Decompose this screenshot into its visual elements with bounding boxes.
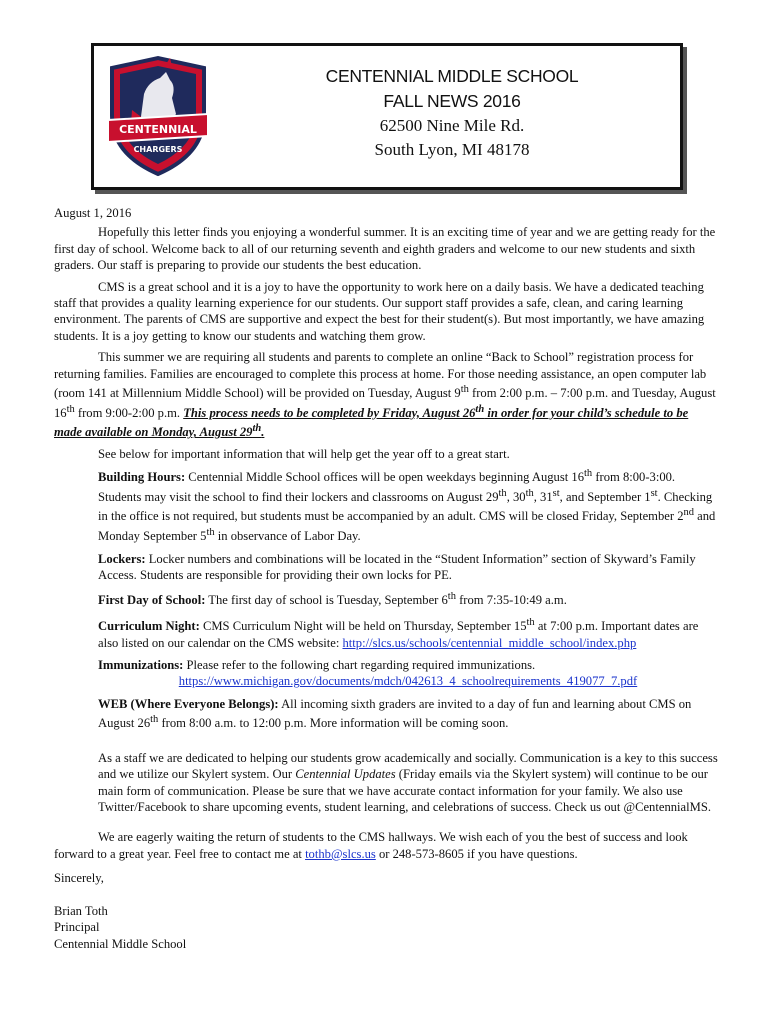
signature-block [54, 903, 718, 952]
signer-name: Brian Toth [54, 903, 108, 918]
logo-subtext: CHARGERS [133, 145, 183, 154]
address-line-2: South Lyon, MI 48178 [374, 140, 530, 159]
newsletter-header [91, 43, 683, 190]
item-web: WEB (Where Everyone Belongs): All incoming sixth graders are invited to a day of fun and learning about CMS on August 26th from 8:00 a.m. to 12:00 p.m. More information will be coming soon. [98, 696, 692, 731]
header-text [244, 64, 660, 162]
newsletter-title: FALL NEWS 2016 [383, 91, 521, 111]
school-name: CENTENNIAL MIDDLE SCHOOL [325, 66, 579, 86]
item-lockers: Lockers: Locker numbers and combinations will be located in the “Student Information” section of Skyward’s Family Access. Students are responsible for providing their own locks for PE. [98, 551, 696, 583]
item-curriculum-night: Curriculum Night: CMS Curriculum Night will be held on Thursday, September 15th at 7:00 p.m. Important dates are also listed on our calendar on the CMS website: http://slcs.us/schools/centennial_middle_school/index.php [98, 617, 699, 650]
info-intro: See below for important information that will help get the year off to a great start. [98, 446, 510, 461]
chargers-shield-logo [106, 54, 210, 178]
address-line-1: 62500 Nine Mile Rd. [379, 116, 525, 135]
registration-deadline: This process needs to be completed by Friday, August 26th in order for your child’s schedule to be made available on Monday, August 29th. [54, 403, 689, 440]
signer-school: Centennial Middle School [54, 936, 187, 951]
signer-title: Principal [54, 920, 100, 935]
letter-date: August 1, 2016 [54, 206, 132, 220]
letter-body [54, 205, 718, 952]
immunization-chart-link[interactable]: https://www.michigan.gov/documents/mdch/042613_4_schoolrequirements_419077_7.pdf [178, 674, 638, 689]
cms-website-link[interactable]: http://slcs.us/schools/centennial_middle_school/index.php [342, 635, 637, 650]
principal-email-link[interactable]: tothb@slcs.us [305, 846, 376, 861]
item-immunizations: Immunizations: Please refer to the following chart regarding required immunizations. https://www.michigan.gov/documents/mdch/042613_4_schoolrequirements_419077_7.pdf [98, 657, 718, 690]
paragraph-welcome: Hopefully this letter finds you enjoying a wonderful summer. It is an exciting time of year and we are getting ready for the first day of school. Welcome back to all of our returning seventh and eighth graders and welcome to our new students and sixth graders. Our staff is preparing to provide our students the best education. [54, 225, 716, 273]
item-first-day: First Day of School: The first day of school is Tuesday, September 6th from 7:35-10:49 a.m. [98, 591, 567, 608]
item-building-hours: Building Hours: Centennial Middle School offices will be open weekdays beginning August 16th from 8:00-3:00. Students may visit the school to find their lockers and classrooms on August 29th, 30th, 31st, and September 1st. Checking in the office is not required, but students must be accompanied by an adult. CMS will be closed Friday, September 2nd and Monday September 5th in observance of Labor Day. [98, 468, 716, 544]
paragraph-communication: As a staff we are dedicated to helping our students grow academically and socially. Communication is a key to this success and we utilize our Skylert system. Our Centennial Updates (Friday emails via the Skylert system) will continue to be our main form of communication. Please be sure that we have accurate contact information for your family. We also use Twitter/Facebook to share upcoming events, student learning, and celebrations of success. Check us out @CentennialMS. [98, 750, 718, 815]
closing-salutation: Sincerely, [54, 871, 104, 886]
paragraph-closing: We are eagerly waiting the return of students to the CMS hallways. We wish each of you the best of success and look forward to a great year. Feel free to contact me at tothb@slcs.us or 248-573-8605 if you have questions. [54, 830, 688, 861]
paragraph-registration: This summer we are requiring all students and parents to complete an online “Back to School” registration process for returning families. Families are encouraged to complete this process at home. For those needing assistance, an open computer lab (room 141 at Millennium Middle School) will be provided on Tuesday, August 9th from 2:00 p.m. – 7:00 p.m. and Tuesday, August 16th from 9:00-2:00 p.m. This process needs to be completed by Friday, August 26th in order for your child’s schedule to be made available on Monday, August 29th. [54, 350, 716, 440]
logo-text: CENTENNIAL [119, 123, 197, 136]
paragraph-about-cms: CMS is a great school and it is a joy to have the opportunity to work here on a daily basis. We have a dedicated teaching staff that provides a quality learning experience for our students. Our support staff provides a safe, clean, and caring learning environment. The parents of CMS are supportive and expect the best for their student(s). But most importantly, we have amazing students. It is a joy getting to know our students and watching them grow. [54, 279, 705, 343]
